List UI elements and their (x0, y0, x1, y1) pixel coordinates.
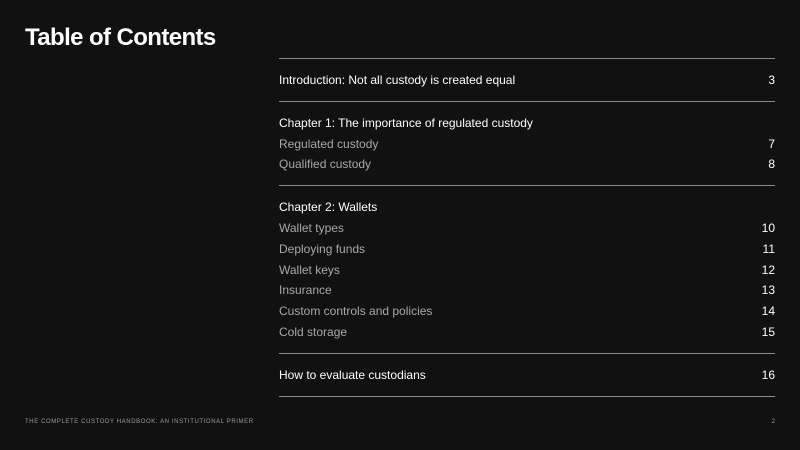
toc-entry-row[interactable] (279, 134, 775, 155)
toc-entry-label: Regulated custody (279, 136, 379, 151)
toc-entry-label: Qualified custody (279, 157, 372, 172)
toc-entry-label: Wallet types (279, 220, 344, 235)
toc-entry-row[interactable] (279, 154, 775, 175)
toc-entry-row[interactable] (279, 239, 775, 260)
toc-page-number: 14 (761, 304, 775, 319)
table-of-contents (279, 58, 775, 397)
toc-heading-row[interactable] (279, 197, 775, 218)
toc-entry-label: Chapter 2: Wallets (279, 200, 378, 215)
toc-page-number: 10 (761, 220, 775, 235)
toc-entry-row[interactable] (279, 218, 775, 239)
toc-entry-label: Cold storage (279, 324, 348, 339)
toc-entry-row[interactable] (279, 260, 775, 281)
toc-entry-label: Wallet keys (279, 262, 340, 277)
toc-page-number: 11 (762, 241, 775, 256)
toc-heading-row[interactable] (279, 70, 775, 91)
toc-page-number: 16 (761, 367, 775, 382)
toc-entry-label: Custom controls and policies (279, 304, 433, 319)
toc-page-number: 8 (768, 157, 775, 172)
toc-section (279, 186, 775, 353)
page-title: Table of Contents (25, 24, 216, 51)
toc-entry-label: Introduction: Not all custody is created equal (279, 73, 516, 87)
toc-section (279, 102, 775, 185)
toc-page-number: 3 (768, 73, 775, 87)
toc-entry-label: How to evaluate custodians (279, 367, 426, 382)
toc-heading-row[interactable] (279, 365, 775, 386)
toc-entry-label: Deploying funds (279, 241, 366, 256)
toc-page-number: 13 (761, 283, 775, 298)
toc-section (279, 354, 775, 396)
toc-entry-label: Chapter 1: The importance of regulated custody (279, 115, 533, 130)
toc-entry-row[interactable] (279, 280, 775, 301)
toc-page-number: 12 (761, 262, 775, 277)
toc-heading-row[interactable] (279, 113, 775, 134)
toc-page-number: 15 (761, 324, 775, 339)
footer-document-title: THE COMPLETE CUSTODY HANDBOOK: AN INSTITUTIONAL PRIMER (25, 419, 254, 425)
toc-entry-row[interactable] (279, 322, 775, 343)
footer-page-number: 2 (771, 419, 775, 425)
toc-entry-label: Insurance (279, 283, 332, 298)
section-divider (279, 396, 775, 397)
toc-entry-row[interactable] (279, 301, 775, 322)
toc-page-number: 7 (768, 136, 775, 151)
toc-section (279, 59, 775, 101)
